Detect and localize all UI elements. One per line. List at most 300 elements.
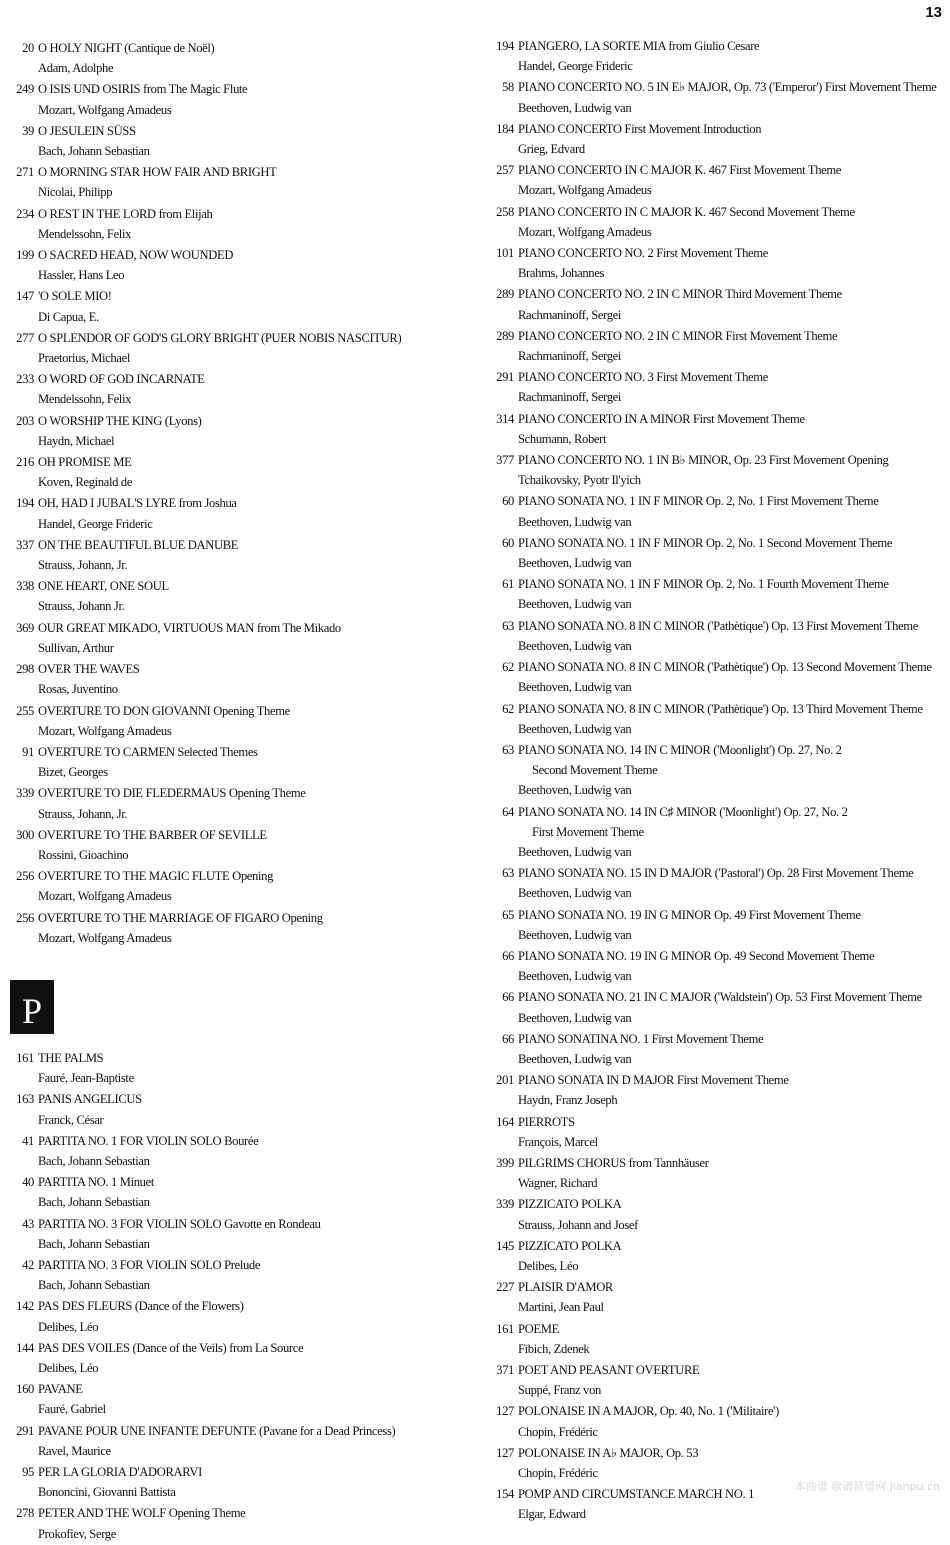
entry-title: PAS DES VOILES (Dance of the Veils) from La Source <box>38 1340 304 1355</box>
entry-composer: Martini, Jean Paul <box>518 1300 604 1315</box>
entry-title: PETER AND THE WOLF Opening Theme <box>38 1506 246 1521</box>
entry-body <box>518 616 946 656</box>
page-ref-number: 199 <box>16 248 34 263</box>
index-entry <box>484 243 946 283</box>
page-ref-number: 145 <box>496 1238 514 1253</box>
index-entry <box>484 1070 946 1110</box>
page-ref-number: 62 <box>502 701 514 716</box>
entry-body <box>38 411 466 451</box>
index-entry <box>4 1421 466 1461</box>
entry-composer: Strauss, Johann, Jr. <box>38 806 128 821</box>
entry-title: PIANO CONCERTO IN A MINOR First Movement Theme <box>518 411 805 426</box>
index-entry <box>484 946 946 986</box>
page-ref-number: 377 <box>496 453 514 468</box>
left-column <box>4 38 466 1545</box>
entry-body <box>38 38 466 78</box>
index-entry <box>484 657 946 697</box>
entry-body <box>38 493 466 533</box>
entry-title: O WORSHIP THE KING (Lyons) <box>38 413 202 428</box>
entry-title: PIANO SONATA NO. 21 IN C MAJOR ('Waldstein') Op. 53 First Movement Theme <box>518 990 922 1005</box>
entry-body <box>38 204 466 244</box>
entry-body <box>518 740 946 801</box>
index-entry <box>4 659 466 699</box>
page-ref-number: 60 <box>502 535 514 550</box>
entry-composer: Ravel, Maurice <box>38 1443 111 1458</box>
index-entry <box>4 825 466 865</box>
entry-body <box>38 121 466 161</box>
index-entry <box>484 699 946 739</box>
index-entry <box>4 1214 466 1254</box>
entry-body <box>38 908 466 948</box>
entry-body <box>518 802 946 863</box>
page-ref-number: 147 <box>16 289 34 304</box>
index-entry <box>4 618 466 658</box>
entry-title: PIZZICATO POLKA <box>518 1238 622 1253</box>
entry-composer: Beethoven, Ludwig van <box>518 783 632 798</box>
entry-body <box>518 367 946 407</box>
entry-body <box>518 1360 946 1400</box>
index-entry <box>484 1236 946 1276</box>
index-entry <box>484 367 946 407</box>
index-entry <box>484 905 946 945</box>
entry-body <box>518 1401 946 1441</box>
p-entries-list <box>4 1048 466 1544</box>
page-ref-number: 43 <box>22 1216 34 1231</box>
page-ref-number: 255 <box>16 703 34 718</box>
entry-title: POET AND PEASANT OVERTURE <box>518 1363 700 1377</box>
entry-body <box>38 1048 466 1088</box>
entry-title: PIANO CONCERTO NO. 2 IN C MINOR First Movement Theme <box>518 328 838 343</box>
entry-composer: Beethoven, Ludwig van <box>518 597 632 612</box>
page-ref-number: 256 <box>16 910 34 925</box>
entry-composer: Rosas, Juventino <box>38 682 118 697</box>
entry-composer: Bononcini, Giovanni Battista <box>38 1485 176 1500</box>
page-ref-number: 64 <box>502 804 514 819</box>
page-ref-number: 144 <box>16 1340 34 1355</box>
index-entry <box>4 576 466 616</box>
entry-title-continuation: Second Movement Theme <box>532 763 658 778</box>
entry-composer: Mozart, Wolfgang Amadeus <box>38 102 172 117</box>
page-ref-number: 194 <box>496 39 514 53</box>
entry-composer: Mendelssohn, Felix <box>38 392 132 407</box>
page-ref-number: 20 <box>22 41 34 55</box>
entry-composer: Franck, César <box>38 1112 104 1127</box>
page-ref-number: 127 <box>496 1404 514 1419</box>
page-ref-number: 233 <box>16 372 34 387</box>
page-ref-number: 249 <box>16 82 34 97</box>
entry-body <box>38 576 466 616</box>
entry-title: O SACRED HEAD, NOW WOUNDED <box>38 248 234 263</box>
index-entry <box>484 1401 946 1441</box>
page-ref-number: 66 <box>502 948 514 963</box>
entry-body <box>38 1255 466 1295</box>
entry-title: OVERTURE TO DIE FLEDERMAUS Opening Theme <box>38 786 306 801</box>
entry-composer: Mozart, Wolfgang Amadeus <box>38 930 172 945</box>
entry-composer: Beethoven, Ludwig van <box>518 638 632 653</box>
entry-title: O MORNING STAR HOW FAIR AND BRIGHT <box>38 165 277 180</box>
entry-body <box>38 1172 466 1212</box>
entry-composer: Delibes, Léo <box>38 1360 99 1375</box>
entry-title: PLAISIR D'AMOR <box>518 1280 613 1295</box>
page-ref-number: 298 <box>16 662 34 677</box>
entry-body <box>38 825 466 865</box>
page-ref-number: 61 <box>502 577 514 592</box>
entry-title: O HOLY NIGHT (Cantique de Noël) <box>38 41 215 55</box>
entry-composer: Rossini, Gioachino <box>38 847 129 862</box>
entry-title: O JESULEIN SÜSS <box>38 123 136 138</box>
index-entry <box>4 493 466 533</box>
entry-body <box>38 1462 466 1502</box>
entry-body <box>38 1131 466 1171</box>
entry-title: PIANO CONCERTO NO. 3 First Movement Theme <box>518 370 768 385</box>
right-column <box>484 36 946 1526</box>
entry-title: PIANO CONCERTO NO. 2 First Movement Theme <box>518 246 768 261</box>
index-entry <box>4 204 466 244</box>
entry-body <box>518 657 946 697</box>
watermark: 本曲谱 歌谱简谱网 jianpu.cn <box>794 1480 940 1493</box>
entry-title: PIZZICATO POLKA <box>518 1197 622 1212</box>
entry-body <box>38 286 466 326</box>
entry-composer: Schumann, Robert <box>518 431 607 446</box>
entry-composer: Rachmaninoff, Sergei <box>518 390 622 405</box>
index-entry <box>4 701 466 741</box>
index-entry <box>4 742 466 782</box>
entry-title: PARTITA NO. 3 FOR VIOLIN SOLO Gavotte en Rondeau <box>38 1216 321 1231</box>
entry-body <box>518 987 946 1027</box>
page-ref-number: 289 <box>496 287 514 302</box>
entry-title: PILGRIMS CHORUS from Tannhäuser <box>518 1155 709 1170</box>
index-entry <box>4 79 466 119</box>
entry-composer: Koven, Reginald de <box>38 475 133 490</box>
index-entry <box>4 1172 466 1212</box>
entry-body <box>518 202 946 242</box>
entry-title: PANIS ANGELICUS <box>38 1092 142 1107</box>
entry-body <box>38 79 466 119</box>
entry-body <box>518 946 946 986</box>
entry-body <box>518 905 946 945</box>
page-ref-number: 63 <box>502 866 514 881</box>
entry-body <box>518 1029 946 1069</box>
entry-title: PIANO CONCERTO First Movement Introduction <box>518 121 762 136</box>
entry-composer: Haydn, Franz Joseph <box>518 1093 618 1108</box>
entry-body <box>518 1319 946 1359</box>
entry-title: PIANO CONCERTO IN C MAJOR K. 467 Second Movement Theme <box>518 204 855 219</box>
entry-title: POLONAISE IN A MAJOR, Op. 40, No. 1 ('Militaire') <box>518 1404 779 1419</box>
entry-composer: Mendelssohn, Felix <box>38 226 132 241</box>
index-entry <box>484 740 946 801</box>
entry-title: O REST IN THE LORD from Elijah <box>38 206 213 221</box>
entry-composer: Handel, George Frideric <box>38 516 153 531</box>
entry-body <box>38 369 466 409</box>
entry-composer: Bach, Johann Sebastian <box>38 144 150 159</box>
page-ref-number: 277 <box>16 330 34 345</box>
entry-title: 'O SOLE MIO! <box>38 289 112 304</box>
page-ref-number: 339 <box>496 1197 514 1212</box>
page-ref-number: 42 <box>22 1257 34 1272</box>
entry-composer: Bach, Johann Sebastian <box>38 1195 150 1210</box>
entry-title: PAVANE POUR UNE INFANTE DEFUNTE (Pavane for a Dead Princess) <box>38 1423 396 1438</box>
page-ref-number: 41 <box>22 1133 34 1148</box>
entry-title: PIANO SONATA IN D MAJOR First Movement Theme <box>518 1073 789 1088</box>
page-ref-number: 63 <box>502 742 514 757</box>
page-ref-number: 271 <box>16 165 34 180</box>
index-entry <box>4 1048 466 1088</box>
entry-title: PARTITA NO. 1 FOR VIOLIN SOLO Bourée <box>38 1133 259 1148</box>
entry-composer: François, Marcel <box>518 1134 598 1149</box>
entry-title: PIANO SONATA NO. 14 IN C MINOR ('Moonlight') Op. 27, No. 2 <box>518 742 842 757</box>
entry-composer: Beethoven, Ludwig van <box>518 100 632 115</box>
index-entry <box>4 286 466 326</box>
page-ref-number: 399 <box>496 1155 514 1170</box>
entry-title: THE PALMS <box>38 1050 104 1065</box>
index-entry <box>4 908 466 948</box>
entry-composer: Haydn, Michael <box>38 433 115 448</box>
entry-title: OVERTURE TO DON GIOVANNI Opening Theme <box>38 703 290 718</box>
index-entry <box>4 1462 466 1502</box>
page-ref-number: 161 <box>16 1050 34 1065</box>
index-entry <box>484 284 946 324</box>
entry-composer: Rachmaninoff, Sergei <box>518 307 622 322</box>
entry-composer: Adam, Adolphe <box>38 61 114 76</box>
entry-body <box>38 245 466 285</box>
entry-body <box>518 77 946 117</box>
index-entry <box>4 162 466 202</box>
entry-body <box>38 1089 466 1129</box>
entry-title: OVERTURE TO THE MAGIC FLUTE Opening <box>38 869 274 884</box>
entry-composer: Grieg, Edvard <box>518 142 585 157</box>
entry-composer: Bizet, Georges <box>38 765 108 780</box>
page-ref-number: 291 <box>496 370 514 385</box>
entry-body <box>38 535 466 575</box>
entry-body <box>518 533 946 573</box>
p-entries-list-continued <box>484 36 946 1525</box>
page-ref-number: 65 <box>502 907 514 922</box>
index-entry <box>484 574 946 614</box>
entry-composer: Mozart, Wolfgang Amadeus <box>38 889 172 904</box>
entry-title: POMP AND CIRCUMSTANCE MARCH NO. 1 <box>518 1487 755 1502</box>
entry-title: OH, HAD I JUBAL'S LYRE from Joshua <box>38 496 237 511</box>
page-ref-number: 101 <box>496 246 514 261</box>
entry-body <box>518 409 946 449</box>
page-ref-number: 257 <box>496 163 514 178</box>
entry-title: OH PROMISE ME <box>38 455 132 470</box>
entry-title: OUR GREAT MIKADO, VIRTUOUS MAN from The Mikado <box>38 620 341 635</box>
page-ref-number: 289 <box>496 328 514 343</box>
entry-body <box>518 119 946 159</box>
page-ref-number: 161 <box>496 1321 514 1336</box>
index-entry <box>484 802 946 863</box>
entry-body <box>38 1379 466 1419</box>
entry-body <box>518 243 946 283</box>
entry-composer: Strauss, Johann and Josef <box>518 1217 638 1232</box>
entry-title: OVER THE WAVES <box>38 662 140 677</box>
entry-body <box>38 1296 466 1336</box>
entry-composer: Wagner, Richard <box>518 1176 598 1191</box>
page-ref-number: 160 <box>16 1382 34 1397</box>
entry-body <box>38 1214 466 1254</box>
entry-composer: Mozart, Wolfgang Amadeus <box>38 723 172 738</box>
page-ref-number: 337 <box>16 537 34 552</box>
page-ref-number: 39 <box>22 123 34 138</box>
entry-title: PIANO SONATA NO. 19 IN G MINOR Op. 49 First Movement Theme <box>518 907 861 922</box>
page-ref-number: 184 <box>496 121 514 136</box>
entry-title: PIANO SONATA NO. 8 IN C MINOR ('Pathètique') Op. 13 First Movement Theme <box>518 618 918 633</box>
entry-composer: Rachmaninoff, Sergei <box>518 349 622 364</box>
page-ref-number: 278 <box>16 1506 34 1521</box>
page-ref-number: 203 <box>16 413 34 428</box>
index-entry <box>4 866 466 906</box>
entry-body <box>518 450 946 490</box>
entry-title: POEME <box>518 1321 559 1336</box>
entry-composer: Delibes, Léo <box>38 1319 99 1334</box>
index-entry <box>484 77 946 117</box>
entry-title: O ISIS UND OSIRIS from The Magic Flute <box>38 82 248 97</box>
entry-composer: Beethoven, Ludwig van <box>518 969 632 984</box>
entry-body <box>518 1236 946 1276</box>
page-ref-number: 227 <box>496 1280 514 1295</box>
entry-composer: Brahms, Johannes <box>518 266 605 281</box>
index-entry <box>4 328 466 368</box>
entry-composer: Nicolai, Philipp <box>38 185 113 200</box>
index-entry <box>484 1319 946 1359</box>
index-entry <box>4 245 466 285</box>
entry-composer: Strauss, Johann, Jr. <box>38 558 128 573</box>
section-letter-box: P <box>10 980 54 1034</box>
index-entry <box>4 1296 466 1336</box>
entry-body <box>518 1112 946 1152</box>
entry-composer: Sullivan, Arthur <box>38 640 114 655</box>
entry-composer: Fauré, Jean-Baptiste <box>38 1071 134 1086</box>
index-entry <box>484 533 946 573</box>
entry-composer: Bach, Johann Sebastian <box>38 1236 150 1251</box>
page-ref-number: 66 <box>502 990 514 1005</box>
entry-title: POLONAISE IN A♭ MAJOR, Op. 53 <box>518 1445 699 1460</box>
entry-body <box>518 574 946 614</box>
entry-body <box>38 328 466 368</box>
entry-title: O SPLENDOR OF GOD'S GLORY BRIGHT (PUER NOBIS NASCITUR) <box>38 330 402 345</box>
entry-composer: Bach, Johann Sebastian <box>38 1278 150 1293</box>
o-entries-list <box>4 38 466 948</box>
entry-composer: Delibes, Léo <box>518 1258 579 1273</box>
entry-composer: Suppé, Franz von <box>518 1383 601 1398</box>
page-ref-number: 300 <box>16 827 34 842</box>
entry-title: PAS DES FLEURS (Dance of the Flowers) <box>38 1299 244 1314</box>
entry-body <box>518 491 946 531</box>
entry-composer: Beethoven, Ludwig van <box>518 927 632 942</box>
entry-title: PIANO CONCERTO IN C MAJOR K. 467 First Movement Theme <box>518 163 842 178</box>
index-entry <box>484 409 946 449</box>
entry-title: PAVANE <box>38 1382 83 1397</box>
entry-composer: Beethoven, Ludwig van <box>518 844 632 859</box>
entry-composer: Di Capua, E. <box>38 309 99 324</box>
index-entry <box>4 411 466 451</box>
page-ref-number: 63 <box>502 618 514 633</box>
entry-composer: Tchaikovsky, Pyotr Il'yich <box>518 473 641 488</box>
entry-composer: Mozart, Wolfgang Amadeus <box>518 224 652 239</box>
index-entry <box>4 1503 466 1543</box>
entry-title: PIANO SONATA NO. 15 IN D MAJOR ('Pastoral') Op. 28 First Movement Theme <box>518 866 914 881</box>
entry-composer: Beethoven, Ludwig van <box>518 556 632 571</box>
entry-composer: Fibich, Zdenek <box>518 1341 590 1356</box>
index-entry <box>4 369 466 409</box>
page-ref-number: 142 <box>16 1299 34 1314</box>
page-ref-number: 339 <box>16 786 34 801</box>
page-ref-number: 154 <box>496 1487 514 1502</box>
entry-title: PIANO SONATA NO. 1 IN F MINOR Op. 2, No. 1 Fourth Movement Theme <box>518 577 889 592</box>
page-ref-number: 163 <box>16 1092 34 1107</box>
entry-title: PIANO SONATA NO. 14 IN C♯ MINOR ('Moonlight') Op. 27, No. 2 <box>518 804 848 819</box>
entry-body <box>38 618 466 658</box>
entry-body <box>38 701 466 741</box>
entry-composer: Fauré, Gabriel <box>38 1402 106 1417</box>
entry-composer: Chopin, Frédéric <box>518 1424 598 1439</box>
entry-body <box>518 1070 946 1110</box>
index-entry <box>484 1153 946 1193</box>
page-ref-number: 201 <box>496 1073 514 1088</box>
entry-title-continuation: First Movement Theme <box>532 824 644 839</box>
entry-title: PIANO CONCERTO NO. 2 IN C MINOR Third Movement Theme <box>518 287 842 302</box>
entry-title: PIANO SONATA NO. 8 IN C MINOR ('Pathètique') Op. 13 Second Movement Theme <box>518 660 932 675</box>
entry-title: PIANO SONATA NO. 1 IN F MINOR Op. 2, No. 1 Second Movement Theme <box>518 535 893 550</box>
entry-body <box>518 284 946 324</box>
entry-title: PIERROTS <box>518 1114 575 1129</box>
index-entry <box>4 1089 466 1129</box>
entry-body <box>38 659 466 699</box>
entry-body <box>38 866 466 906</box>
entry-body <box>38 742 466 782</box>
index-entry <box>4 783 466 823</box>
index-entry <box>484 326 946 366</box>
page-ref-number: 371 <box>496 1363 514 1377</box>
page-ref-number: 66 <box>502 1031 514 1046</box>
entry-body <box>38 1421 466 1461</box>
entry-composer: Bach, Johann Sebastian <box>38 1153 150 1168</box>
page-number: 13 <box>925 4 942 21</box>
page-ref-number: 194 <box>16 496 34 511</box>
entry-title: PER LA GLORIA D'ADORARVI <box>38 1465 202 1479</box>
index-entry <box>484 1029 946 1069</box>
index-entry <box>484 863 946 903</box>
page-ref-number: 216 <box>16 455 34 470</box>
index-entry <box>484 160 946 200</box>
entry-body <box>518 36 946 76</box>
page-ref-number: 369 <box>16 620 34 635</box>
entry-composer: Beethoven, Ludwig van <box>518 886 632 901</box>
entry-title: PIANO SONATA NO. 19 IN G MINOR Op. 49 Second Movement Theme <box>518 948 875 963</box>
page-ref-number: 314 <box>496 411 514 426</box>
page-ref-number: 40 <box>22 1175 34 1190</box>
entry-composer: Praetorius, Michael <box>38 351 130 366</box>
page-ref-number: 258 <box>496 204 514 219</box>
entry-composer: Beethoven, Ludwig van <box>518 1010 632 1025</box>
entry-body <box>518 1194 946 1234</box>
entry-composer: Hassler, Hans Leo <box>38 268 125 283</box>
page-ref-number: 164 <box>496 1114 514 1129</box>
entry-body <box>38 783 466 823</box>
page-ref-number: 127 <box>496 1445 514 1460</box>
entry-composer: Beethoven, Ludwig van <box>518 514 632 529</box>
index-entry <box>484 36 946 76</box>
entry-composer: Beethoven, Ludwig van <box>518 721 632 736</box>
index-entry <box>4 452 466 492</box>
entry-composer: Strauss, Johann Jr. <box>38 599 125 614</box>
entry-title: OVERTURE TO THE MARRIAGE OF FIGARO Opening <box>38 910 323 925</box>
index-entry <box>4 121 466 161</box>
entry-title: PIANO CONCERTO NO. 1 IN B♭ MINOR, Op. 23 First Movement Opening <box>518 453 889 468</box>
index-entry <box>4 38 466 78</box>
page-ref-number: 91 <box>22 744 34 759</box>
page-ref-number: 60 <box>502 494 514 509</box>
